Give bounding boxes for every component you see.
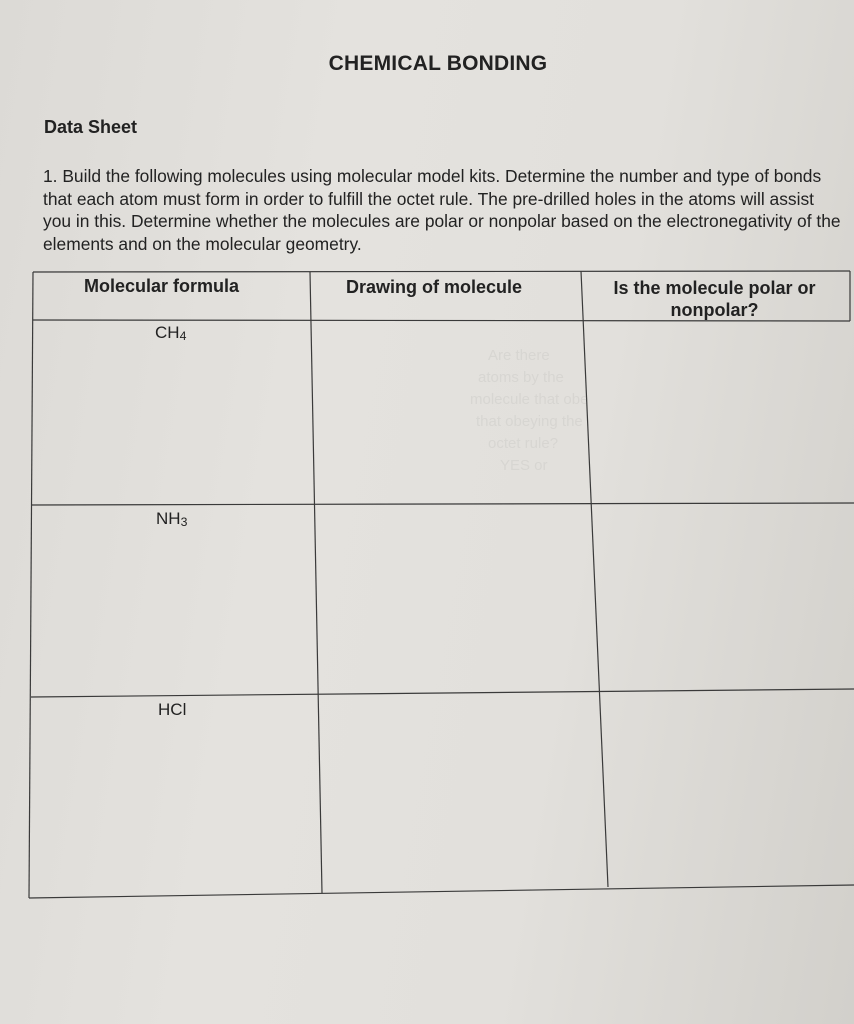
polarity-cell[interactable] bbox=[595, 330, 835, 490]
page-title: CHEMICAL BONDING bbox=[328, 52, 548, 75]
column-header-drawing: Drawing of molecule bbox=[346, 277, 523, 297]
drawing-cell[interactable] bbox=[330, 710, 580, 870]
formula-cell-nh3: NH3 bbox=[156, 509, 188, 530]
show-through-text: YES or bbox=[500, 457, 548, 474]
column-header-formula: Molecular formula bbox=[84, 276, 240, 296]
show-through-text: molecule that obe bbox=[470, 391, 589, 408]
show-through-text: atoms by the bbox=[478, 369, 564, 386]
instructions-paragraph: 1. Build the following molecules using molecular model kits. Determine the number and type of bonds that each atom must form in order to fulfill the octet rule. The pre-drilled holes in the atoms will assist you in this. Determine whether the molecules are polar or nonpolar based on the electronegativity of the elements and on the molecular geometry. bbox=[43, 166, 841, 254]
show-through-text: Are there bbox=[488, 347, 550, 364]
table-bottom-border bbox=[29, 885, 854, 898]
table-left-border bbox=[29, 272, 33, 898]
polarity-cell[interactable] bbox=[605, 515, 845, 675]
formula-cell-hcl: HCl bbox=[158, 700, 187, 719]
show-through-text: octet rule? bbox=[488, 435, 559, 452]
column-header-polarity: Is the molecule polar or nonpolar? bbox=[613, 278, 816, 320]
table-row-divider bbox=[32, 503, 854, 505]
formula-cell-ch4: CH4 bbox=[155, 323, 187, 344]
table-top-border bbox=[33, 271, 850, 272]
section-heading: Data Sheet bbox=[44, 117, 138, 137]
table-row-divider bbox=[31, 689, 854, 697]
polarity-cell[interactable] bbox=[615, 705, 845, 865]
drawing-cell[interactable] bbox=[325, 515, 575, 675]
drawing-cell[interactable] bbox=[320, 330, 570, 490]
show-through-text: that obeying the bbox=[476, 413, 583, 430]
